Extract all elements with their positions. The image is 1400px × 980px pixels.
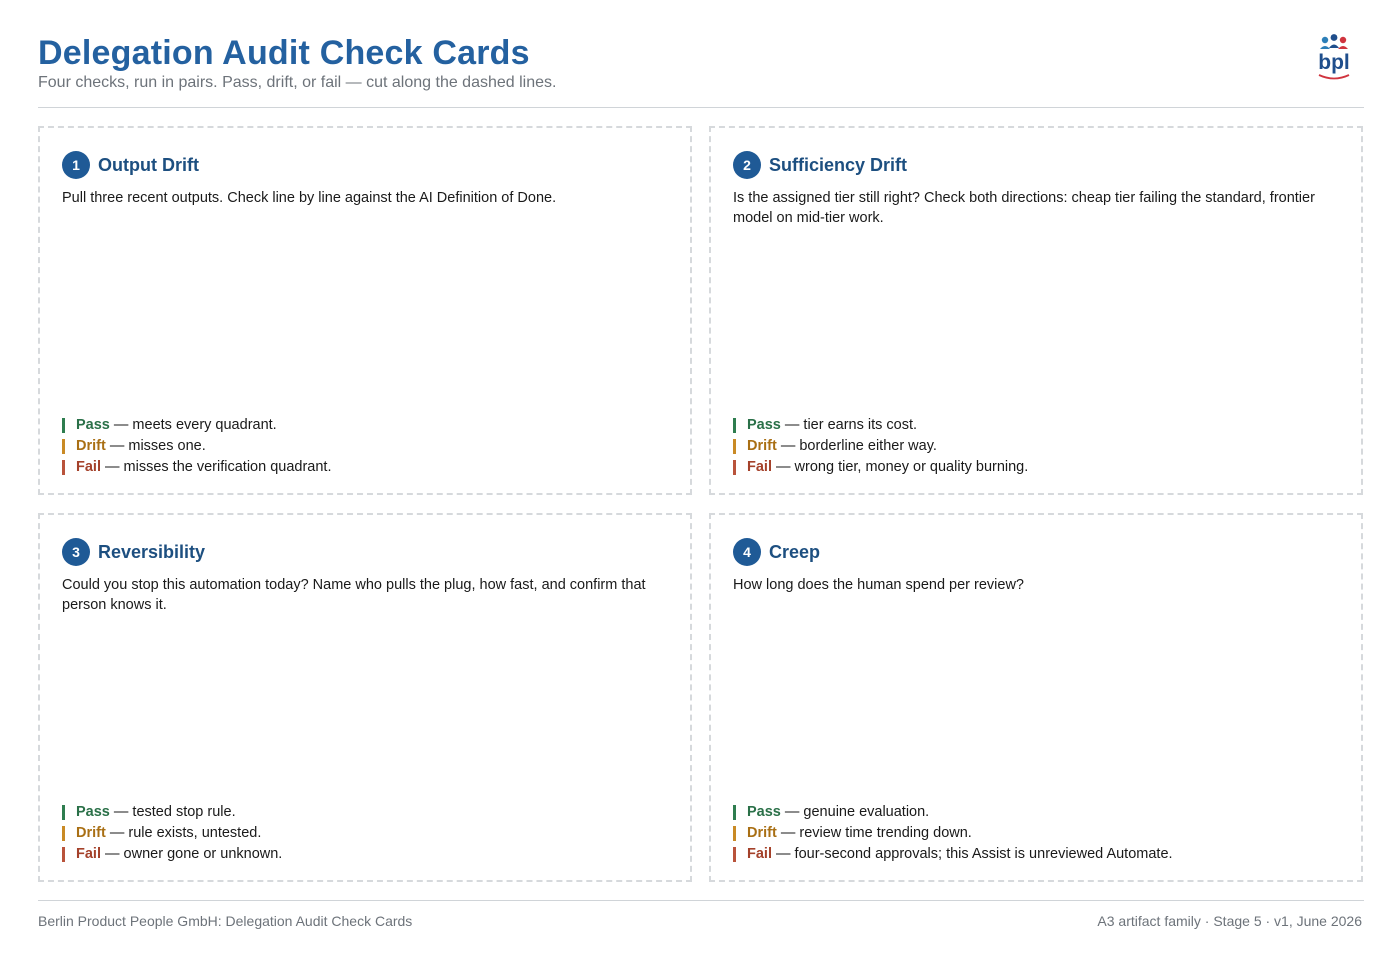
pass-text: — meets every quadrant.: [109, 417, 277, 433]
card-title: Sufficiency Drift: [769, 154, 908, 175]
fail-label: Fail: [76, 846, 101, 862]
drift-label: Drift: [747, 825, 777, 841]
check-card-reversibility: [38, 513, 692, 882]
check-card-sufficiency-drift: [709, 126, 1363, 495]
drift-label: Drift: [747, 438, 777, 454]
pass-label: Pass: [747, 417, 781, 433]
footer-version: A3 artifact family · Stage 5 · v1, June 2026: [1097, 913, 1362, 929]
card-criteria: [733, 415, 1339, 478]
criterion-drift: [733, 823, 1339, 844]
page-footer: [38, 900, 1364, 940]
criterion-pass: [62, 415, 668, 436]
pass-label: Pass: [76, 804, 110, 820]
criterion-fail: [62, 844, 668, 865]
check-card-output-drift: [38, 126, 692, 495]
check-card-creep: [709, 513, 1363, 882]
people-icon: [1320, 34, 1348, 49]
fail-text: — wrong tier, money or quality burning.: [771, 459, 1029, 475]
fail-label: Fail: [747, 846, 772, 862]
card-description: Pull three recent outputs. Check line by line against the AI Definition of Done.: [62, 190, 557, 206]
card-header: [62, 150, 199, 180]
criterion-fail: [733, 844, 1339, 865]
fail-text: — misses the verification quadrant.: [100, 459, 332, 475]
criterion-drift: [733, 436, 1339, 457]
criterion-drift: [62, 823, 668, 844]
logo-wordmark: bpl: [1318, 51, 1350, 74]
fail-text: — four-second approvals; this Assist is unreviewed Automate.: [771, 846, 1173, 862]
footer-company: Berlin Product People GmbH: Delegation Audit Check Cards: [38, 913, 413, 929]
drift-text: — rule exists, untested.: [105, 825, 262, 841]
card-number-badge: 4: [733, 538, 761, 566]
card-number-badge: 3: [62, 538, 90, 566]
fail-label: Fail: [747, 459, 772, 475]
card-number-badge: 1: [62, 151, 90, 179]
card-criteria: [62, 802, 668, 865]
criterion-pass: [733, 802, 1339, 823]
card-header: [733, 537, 820, 567]
card-criteria: [62, 415, 668, 478]
pass-text: — tested stop rule.: [109, 804, 236, 820]
drift-label: Drift: [76, 825, 106, 841]
criterion-drift: [62, 436, 668, 457]
card-title: Reversibility: [98, 541, 206, 562]
criterion-fail: [62, 457, 668, 478]
drift-text: — borderline either way.: [776, 438, 937, 454]
card-description: Could you stop this automation today? Name who pulls the plug, how fast, and confirm that person knows it.: [62, 577, 646, 613]
pass-label: Pass: [76, 417, 110, 433]
pass-text: — tier earns its cost.: [780, 417, 918, 433]
drift-label: Drift: [76, 438, 106, 454]
card-number-badge: 2: [733, 151, 761, 179]
cards-grid: [38, 126, 1364, 882]
card-description: Is the assigned tier still right? Check both directions: cheap tier failing the standard, frontier model on mid-tier work.: [733, 190, 1315, 226]
pass-text: — genuine evaluation.: [780, 804, 930, 820]
page-title: Delegation Audit Check Cards: [38, 34, 530, 72]
card-description: How long does the human spend per review?: [733, 577, 1024, 593]
bpl-logo: [1314, 32, 1354, 84]
card-title: Output Drift: [98, 154, 199, 175]
page-subtitle: Four checks, run in pairs. Pass, drift, or fail — cut along the dashed lines.: [38, 74, 557, 91]
drift-text: — misses one.: [105, 438, 206, 454]
card-header: [62, 537, 205, 567]
criterion-pass: [733, 415, 1339, 436]
card-criteria: [733, 802, 1339, 865]
fail-label: Fail: [76, 459, 101, 475]
page-header: [38, 30, 1364, 108]
drift-text: — review time trending down.: [776, 825, 972, 841]
card-header: [733, 150, 907, 180]
card-title: Creep: [769, 541, 821, 562]
criterion-pass: [62, 802, 668, 823]
fail-text: — owner gone or unknown.: [100, 846, 283, 862]
pass-label: Pass: [747, 804, 781, 820]
criterion-fail: [733, 457, 1339, 478]
